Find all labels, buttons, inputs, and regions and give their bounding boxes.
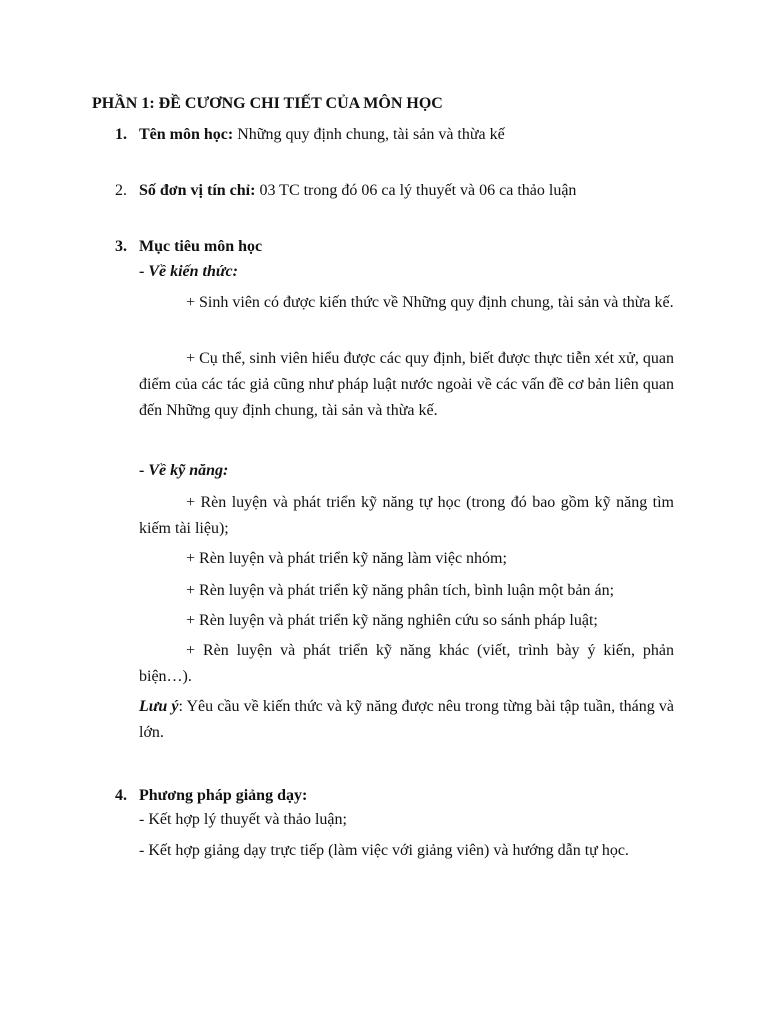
part-title: PHẦN 1: ĐỀ CƯƠNG CHI TIẾT CỦA MÔN HỌC: [92, 95, 443, 112]
knowledge-item: + Cụ thể, sinh viên hiểu được các quy định, biết được thực tiễn xét xử, quan điểm của các tác giả cũng như pháp luật nước ngoài về các vấn đề cơ bản liên quan đến Những quy định chung, tài sản và thừa kế.: [139, 350, 674, 419]
method-item: - Kết hợp lý thuyết và thảo luận;: [139, 811, 347, 828]
knowledge-prefix: -: [139, 263, 149, 280]
skills-prefix: -: [139, 462, 149, 479]
skills-label: Về kỹ năng:: [148, 462, 229, 479]
method-item: - Kết hợp giảng dạy trực tiếp (làm việc với giảng viên) và hướng dẫn tự học.: [139, 842, 629, 859]
section2-value: 03 TC trong đó 06 ca lý thuyết và 06 ca thảo luận: [259, 182, 577, 199]
skill-item: + Rèn luyện và phát triển kỹ năng làm việc nhóm;: [186, 550, 507, 567]
section1-value: Những quy định chung, tài sản và thừa kế: [237, 126, 505, 143]
section2-number: 2.: [115, 182, 127, 199]
section4-number: 4.: [115, 787, 127, 804]
skill-item: + Rèn luyện và phát triển kỹ năng tự học (trong đó bao gồm kỹ năng tìm kiếm tài liệu);: [139, 494, 674, 537]
knowledge-item: + Sinh viên có được kiến thức về Những quy định chung, tài sản và thừa kế.: [186, 294, 674, 311]
knowledge-label: Về kiến thức:: [148, 263, 238, 280]
skill-item: + Rèn luyện và phát triển kỹ năng nghiên cứu so sánh pháp luật;: [186, 612, 598, 629]
knowledge-heading: [139, 262, 238, 282]
section3-title: Mục tiêu môn học: [139, 238, 263, 255]
section2-label: Số đơn vị tín chỉ:: [139, 182, 256, 199]
skills-heading: [139, 461, 228, 481]
section1-line: [139, 125, 505, 145]
section1-number: 1.: [115, 126, 127, 143]
section2-line: [139, 181, 576, 201]
section4-title: Phương pháp giảng dạy:: [139, 787, 308, 804]
note-paragraph: [139, 694, 674, 746]
note-label: Lưu ý: [139, 698, 179, 715]
section3-number: 3.: [115, 238, 127, 255]
note-text: : Yêu cầu về kiến thức và kỹ năng được nêu trong từng bài tập tuần, tháng và lớn.: [139, 698, 675, 741]
skill-item: + Rèn luyện và phát triển kỹ năng khác (viết, trình bày ý kiến, phản biện…).: [139, 642, 674, 685]
section1-label: Tên môn học:: [139, 126, 234, 143]
skill-item: + Rèn luyện và phát triển kỹ năng phân tích, bình luận một bản án;: [186, 582, 615, 599]
